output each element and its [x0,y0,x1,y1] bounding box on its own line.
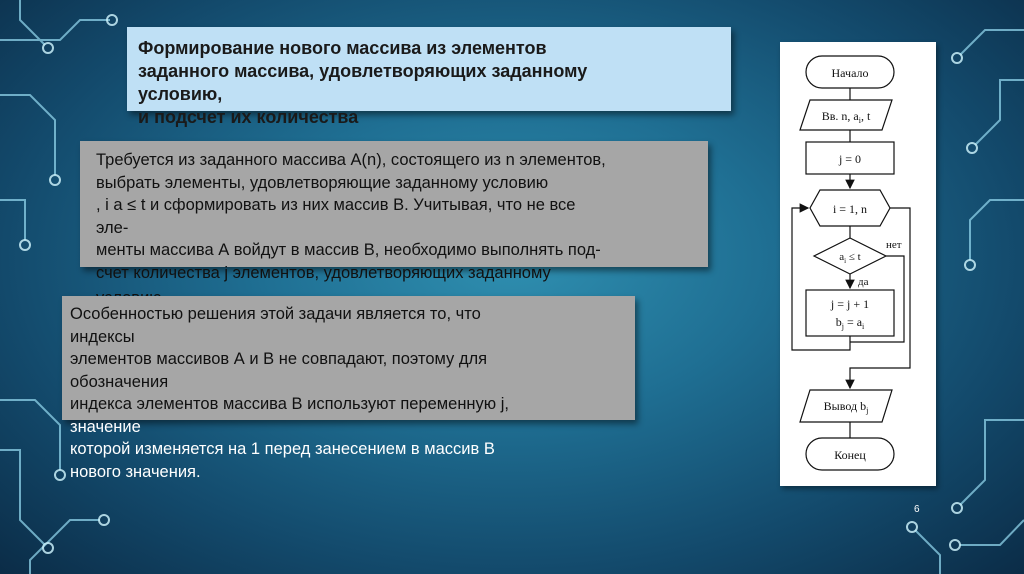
process-line-2: $b_j = a_i$ [835,315,865,331]
feature-line: которой изменяется на 1 перед занесением в массив В [70,440,495,458]
task-line: выбрать элементы, удовлетворяющие заданному условию [96,173,549,192]
feature-line: значение [70,417,141,436]
end-label: Конец [834,448,866,462]
flowchart-panel [780,42,936,486]
feature-line: нового значения. [70,462,201,481]
no-label: нет [886,239,902,251]
task-line: менты массива А войдут в массив В, необходимо выполнять под- [96,241,601,259]
yes-label: да [858,276,869,288]
task-line: Требуется из заданного массива A(n), состоящего из n элементов, [96,151,606,169]
input-label: Вв. n, $a_i$, t [821,109,871,125]
title-line: заданного массива, удовлетворяющих заданному [138,61,588,81]
feature-line: индексы [70,327,135,346]
task-line: , i a ≤ t и сформировать из них массив B. Учитывая, что не все [96,196,576,214]
title-line: условию, [138,84,223,104]
feature-line: индекса элементов массива В используют переменную j, [70,395,509,413]
output-label: Вывод $b_j$ [823,399,869,415]
process-line-1: j = j + 1 [830,297,870,311]
start-label: Начало [831,66,869,80]
flowchart [780,42,936,486]
task-line: счет количества j элементов, удовлетворяющих заданному [96,263,551,282]
task-description-text [96,149,706,284]
slide-title [138,37,738,129]
init-label: j = 0 [838,152,862,166]
feature-line: Особенностью решения этой задачи является то, что [70,305,481,323]
feature-line: элементов массивов А и В не совпадают, поэтому для [70,350,488,368]
title-line: Формирование нового массива из элементов [138,38,547,58]
title-line: и подсчет их количества [138,107,359,127]
task-line: эле- [96,218,129,237]
condition-label: $a_i \le t$ [839,251,861,265]
loop-label: i = 1, n [832,202,868,216]
feature-description-text [70,303,630,483]
task-description-box [80,141,708,282]
page-number: 6 [914,504,920,515]
feature-line: обозначения [70,372,169,391]
